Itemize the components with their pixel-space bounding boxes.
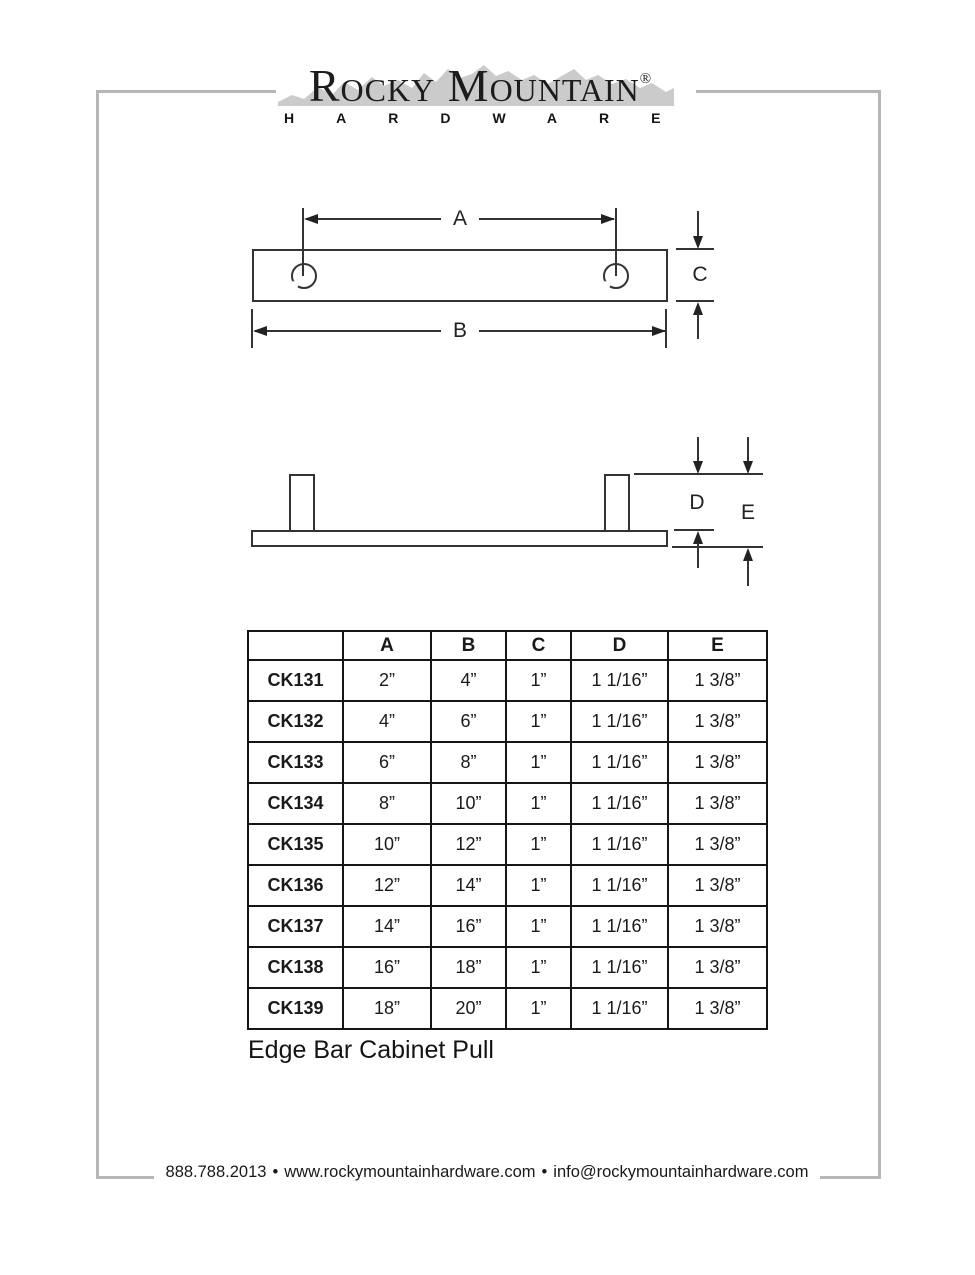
e-cell: 1 3/8” (668, 906, 767, 947)
d-cell: 1 1/16” (571, 783, 668, 824)
e-cell: 1 3/8” (668, 742, 767, 783)
a-cell: 14” (343, 906, 431, 947)
footer-separator: • (541, 1163, 548, 1181)
footer-contact-line (154, 1163, 821, 1182)
arrow-down-icon (743, 461, 753, 474)
b-cell: 14” (431, 865, 506, 906)
c-cell: 1” (506, 988, 571, 1029)
c-cell: 1” (506, 865, 571, 906)
dim-label-d: D (683, 490, 711, 516)
dim-line-d-upper (697, 437, 699, 462)
dim-line-c-lower (697, 314, 699, 339)
extension-line-a-right (615, 208, 617, 276)
model-cell: CK136 (248, 865, 343, 906)
b-cell: 8” (431, 742, 506, 783)
table-row (248, 701, 767, 742)
e-cell: 1 3/8” (668, 824, 767, 865)
b-cell: 18” (431, 947, 506, 988)
product-title: Edge Bar Cabinet Pull (248, 1036, 494, 1064)
dim-line-c-upper (697, 211, 699, 237)
dim-label-c: C (686, 262, 714, 288)
model-cell: CK133 (248, 742, 343, 783)
a-cell: 18” (343, 988, 431, 1029)
model-cell: CK135 (248, 824, 343, 865)
table-row (248, 660, 767, 701)
model-cell: CK138 (248, 947, 343, 988)
footer (96, 1163, 878, 1182)
bar-outline-side-view (251, 530, 668, 547)
brand-division: HARDWARE (284, 110, 703, 126)
d-cell: 1 1/16” (571, 865, 668, 906)
c-cell: 1” (506, 660, 571, 701)
e-cell: 1 3/8” (668, 701, 767, 742)
model-cell: CK139 (248, 988, 343, 1029)
e-cell: 1 3/8” (668, 947, 767, 988)
arrow-right-icon (652, 326, 666, 336)
dim-label-e: E (734, 500, 762, 526)
b-cell: 20” (431, 988, 506, 1029)
d-cell: 1 1/16” (571, 947, 668, 988)
dim-line-e-upper (747, 437, 749, 462)
brand-wordmark (276, 54, 684, 111)
dim-line-e-lower (747, 560, 749, 586)
table-row (248, 824, 767, 865)
brand-name: Rocky Mountain (308, 60, 640, 111)
b-cell: 10” (431, 783, 506, 824)
d-cell: 1 1/16” (571, 742, 668, 783)
e-cell: 1 3/8” (668, 988, 767, 1029)
model-header-cell (248, 631, 343, 660)
a-cell: 12” (343, 865, 431, 906)
brand-logo (276, 50, 703, 128)
arrow-down-icon (693, 236, 703, 249)
e-cell: 1 3/8” (668, 660, 767, 701)
model-cell: CK134 (248, 783, 343, 824)
footer-website: www.rockymountainhardware.com (284, 1163, 536, 1181)
d-cell: 1 1/16” (571, 988, 668, 1029)
e-header-cell: E (668, 631, 767, 660)
b-cell: 12” (431, 824, 506, 865)
a-cell: 4” (343, 701, 431, 742)
arrow-down-icon (693, 461, 703, 474)
table-row (248, 783, 767, 824)
post-left-outline (289, 474, 315, 530)
model-cell: CK132 (248, 701, 343, 742)
registered-trademark: ® (639, 71, 652, 87)
arrow-left-icon (304, 214, 318, 224)
b-cell: 4” (431, 660, 506, 701)
c-header-cell: C (506, 631, 571, 660)
d-cell: 1 1/16” (571, 824, 668, 865)
arrow-left-icon (253, 326, 267, 336)
c-cell: 1” (506, 701, 571, 742)
c-cell: 1” (506, 824, 571, 865)
c-cell: 1” (506, 906, 571, 947)
dimensions-table (247, 630, 768, 1030)
model-cell: CK131 (248, 660, 343, 701)
a-cell: 2” (343, 660, 431, 701)
d-cell: 1 1/16” (571, 660, 668, 701)
c-cell: 1” (506, 947, 571, 988)
e-cell: 1 3/8” (668, 865, 767, 906)
c-cell: 1” (506, 742, 571, 783)
a-cell: 8” (343, 783, 431, 824)
table-row (248, 988, 767, 1029)
c-cell: 1” (506, 783, 571, 824)
dim-line-d-lower (697, 543, 699, 568)
footer-separator: • (272, 1163, 279, 1181)
a-cell: 6” (343, 742, 431, 783)
d-cell: 1 1/16” (571, 701, 668, 742)
a-cell: 16” (343, 947, 431, 988)
table-row (248, 742, 767, 783)
b-cell: 16” (431, 906, 506, 947)
table-row (248, 865, 767, 906)
footer-email: info@rockymountainhardware.com (553, 1163, 809, 1181)
post-right-outline (604, 474, 630, 530)
b-cell: 6” (431, 701, 506, 742)
table-header-row (248, 631, 767, 660)
dim-label-b: B (441, 318, 479, 344)
a-cell: 10” (343, 824, 431, 865)
e-cell: 1 3/8” (668, 783, 767, 824)
d-cell: 1 1/16” (571, 906, 668, 947)
b-header-cell: B (431, 631, 506, 660)
dim-label-a: A (441, 206, 479, 232)
arrow-right-icon (601, 214, 615, 224)
table-row (248, 947, 767, 988)
table-row (248, 906, 767, 947)
a-header-cell: A (343, 631, 431, 660)
footer-phone: 888.788.2013 (165, 1163, 267, 1181)
model-cell: CK137 (248, 906, 343, 947)
d-header-cell: D (571, 631, 668, 660)
